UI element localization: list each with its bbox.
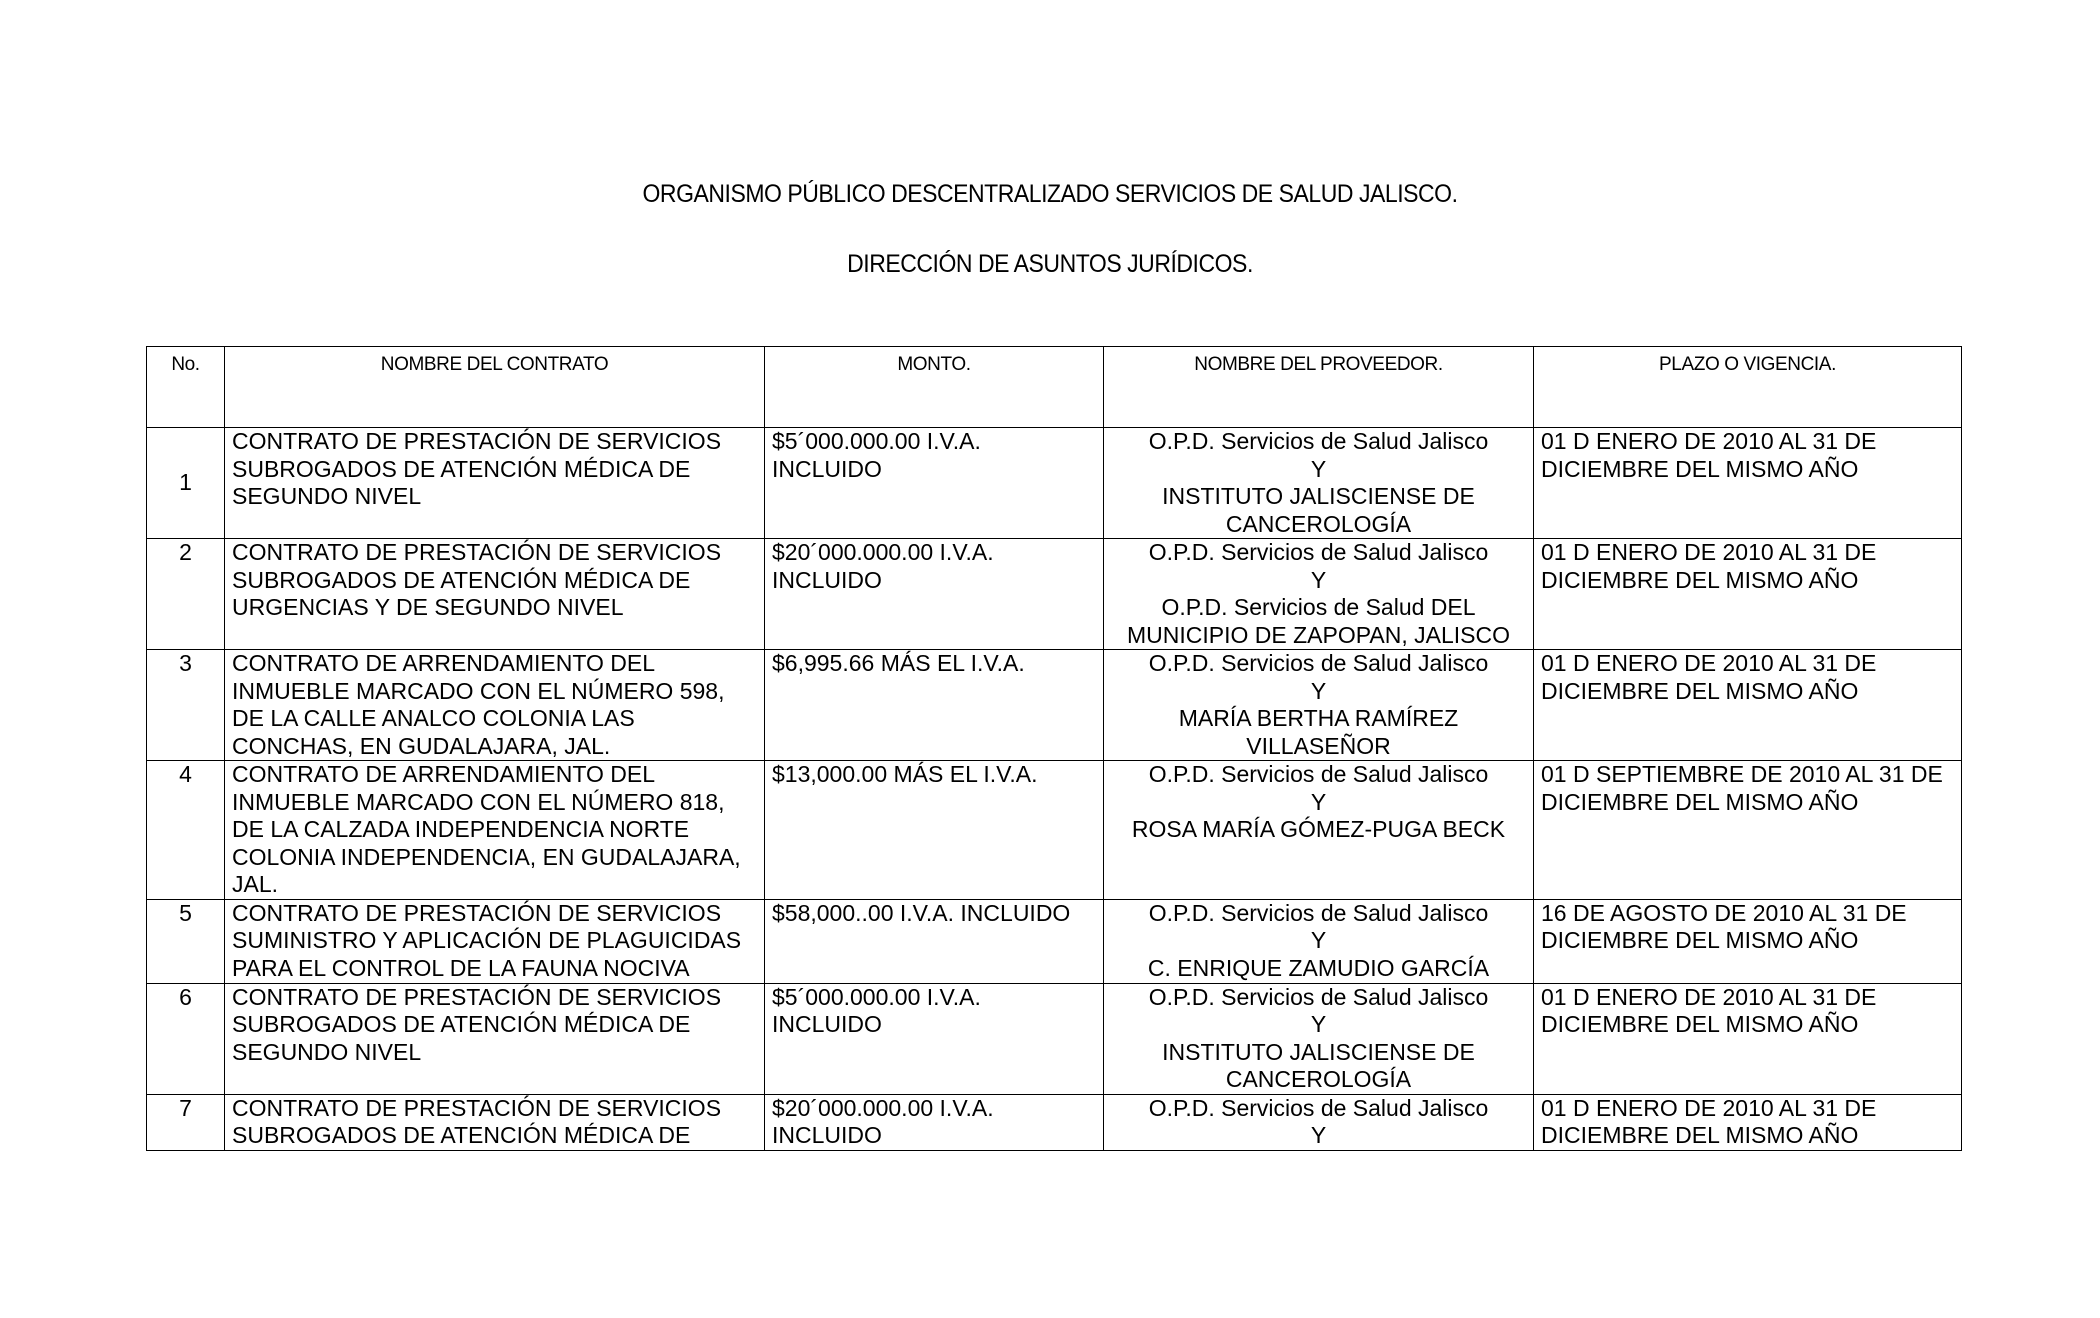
provider-cell [1104,428,1534,539]
contract-name-line: JAL. [232,871,279,897]
provider-line: Y [1310,455,1327,482]
row-number: 6 [147,983,225,1094]
column-header-monto: MONTO. [765,347,1104,428]
provider-cell [1104,983,1534,1094]
contract-name-line: SUBROGADOS DE ATENCIÓN MÉDICA DE [232,1122,691,1148]
amount-line: $58,000..00 I.V.A. INCLUIDO [772,899,1071,926]
amount-line: $13,000.00 MÁS EL I.V.A. [772,761,1038,787]
provider-line: O.P.D. Servicios de Salud Jalisco [1148,650,1489,676]
row-number: 7 [147,1094,225,1150]
term-cell [1534,650,1962,761]
contract-name-line: CONTRATO DE ARRENDAMIENTO DEL [232,761,656,787]
term-line: 01 D ENERO DE 2010 AL 31 DE [1541,983,1877,1010]
term-cell [1534,428,1962,539]
amount-line: $5´000.000.00 I.V.A. [772,983,981,1010]
table-row [147,428,1962,539]
amount-cell [765,983,1104,1094]
contract-name-line: SUMINISTRO Y APLICACIÓN DE PLAGUICIDAS [232,927,742,953]
contract-name-line: CONTRATO DE PRESTACIÓN DE SERVICIOS [232,899,722,926]
amount-cell [765,899,1104,983]
table-header-row [147,347,1962,428]
contract-name-cell [225,539,765,650]
row-number: 4 [147,761,225,900]
provider-line: O.P.D. Servicios de Salud Jalisco [1148,1094,1489,1121]
amount-line: $20´000.000.00 I.V.A. [772,539,994,565]
contract-name-line: DE LA CALZADA INDEPENDENCIA NORTE [232,816,690,842]
contract-name-cell [225,650,765,761]
provider-line: MARÍA BERTHA RAMÍREZ [1178,705,1459,731]
table-row [147,899,1962,983]
table-row [147,983,1962,1094]
provider-cell [1104,1094,1534,1150]
term-cell [1534,899,1962,983]
amount-cell [765,1094,1104,1150]
term-line: 01 D ENERO DE 2010 AL 31 DE [1541,650,1877,676]
contract-name-cell [225,1094,765,1150]
contract-name-line: CONTRATO DE ARRENDAMIENTO DEL [232,650,656,676]
contract-name-line: CONCHAS, EN GUDALAJARA, JAL. [232,732,611,759]
document-title: ORGANISMO PÚBLICO DESCENTRALIZADO SERVICIOS DE SALUD JALISCO. [642,180,1458,208]
table-row [147,761,1962,900]
provider-cell [1104,650,1534,761]
contract-name-cell [225,761,765,900]
amount-line: INCLUIDO [772,1011,882,1037]
column-header-plazo: PLAZO O VIGENCIA. [1534,347,1962,428]
provider-line: Y [1310,1122,1327,1148]
provider-line: O.P.D. Servicios de Salud Jalisco [1148,539,1489,565]
amount-line: $20´000.000.00 I.V.A. [772,1094,994,1121]
contract-name-line: CONTRATO DE PRESTACIÓN DE SERVICIOS [232,1094,722,1121]
term-line: DICIEMBRE DEL MISMO AÑO [1541,1122,1859,1148]
row-number: 3 [147,650,225,761]
contract-name-cell [225,983,765,1094]
contract-name-line: SUBROGADOS DE ATENCIÓN MÉDICA DE [232,566,691,593]
contract-name-cell [225,428,765,539]
provider-line: MUNICIPIO DE ZAPOPAN, JALISCO [1127,621,1510,648]
contract-name-line: DE LA CALLE ANALCO COLONIA LAS [232,705,635,731]
term-line: DICIEMBRE DEL MISMO AÑO [1541,455,1859,482]
term-line: DICIEMBRE DEL MISMO AÑO [1541,677,1859,704]
contract-name-line: CONTRATO DE PRESTACIÓN DE SERVICIOS [232,428,722,454]
contract-name-line: SEGUNDO NIVEL [232,483,422,509]
row-number: 2 [147,539,225,650]
term-line: DICIEMBRE DEL MISMO AÑO [1541,927,1859,953]
provider-cell [1104,761,1534,900]
amount-line: INCLUIDO [772,1122,882,1148]
contract-name-line: SUBROGADOS DE ATENCIÓN MÉDICA DE [232,455,691,482]
provider-line: CANCEROLOGÍA [1225,1066,1412,1092]
term-line: 01 D SEPTIEMBRE DE 2010 AL 31 DE [1541,761,1943,787]
table-row [147,1094,1962,1150]
contract-name-line: CONTRATO DE PRESTACIÓN DE SERVICIOS [232,539,722,565]
provider-line: Y [1310,788,1327,815]
term-line: 01 D ENERO DE 2010 AL 31 DE [1541,1094,1877,1121]
provider-line: O.P.D. Servicios de Salud Jalisco [1148,428,1489,454]
provider-line: ROSA MARÍA GÓMEZ-PUGA BECK [1131,816,1506,842]
amount-line: $5´000.000.00 I.V.A. [772,428,981,454]
term-line: DICIEMBRE DEL MISMO AÑO [1541,788,1859,815]
provider-line: O.P.D. Servicios de Salud DEL [1161,594,1476,620]
contract-name-line: INMUEBLE MARCADO CON EL NÚMERO 818, [232,788,725,815]
provider-line: O.P.D. Servicios de Salud Jalisco [1148,761,1489,787]
amount-line: INCLUIDO [772,455,882,482]
provider-cell [1104,899,1534,983]
contract-name-line: CONTRATO DE PRESTACIÓN DE SERVICIOS [232,983,722,1010]
term-cell [1534,539,1962,650]
contract-name-cell [225,899,765,983]
column-header-no: No. [147,347,225,428]
provider-line: O.P.D. Servicios de Salud Jalisco [1148,983,1489,1010]
provider-line: Y [1310,927,1327,953]
contract-name-line: PARA EL CONTROL DE LA FAUNA NOCIVA [232,954,690,981]
row-number: 1 [147,428,225,539]
amount-cell [765,539,1104,650]
amount-cell [765,650,1104,761]
contract-name-line: SUBROGADOS DE ATENCIÓN MÉDICA DE [232,1011,691,1037]
term-cell [1534,983,1962,1094]
table-row [147,539,1962,650]
column-header-contrato: NOMBRE DEL CONTRATO [225,347,765,428]
provider-line: C. ENRIQUE ZAMUDIO GARCÍA [1147,954,1490,981]
document-subtitle: DIRECCIÓN DE ASUNTOS JURÍDICOS. [847,250,1253,278]
term-line: 01 D ENERO DE 2010 AL 31 DE [1541,539,1877,565]
column-header-proveedor: NOMBRE DEL PROVEEDOR. [1104,347,1534,428]
provider-line: CANCEROLOGÍA [1225,510,1412,537]
term-cell [1534,1094,1962,1150]
contract-name-line: URGENCIAS Y DE SEGUNDO NIVEL [232,594,624,620]
contracts-table [146,346,1962,1151]
provider-line: INSTITUTO JALISCIENSE DE [1162,1038,1475,1065]
contract-name-line: INMUEBLE MARCADO CON EL NÚMERO 598, [232,677,725,704]
term-line: 16 DE AGOSTO DE 2010 AL 31 DE [1541,899,1907,926]
term-line: 01 D ENERO DE 2010 AL 31 DE [1541,428,1877,454]
provider-line: O.P.D. Servicios de Salud Jalisco [1148,899,1489,926]
amount-cell [765,761,1104,900]
amount-line: $6,995.66 MÁS EL I.V.A. [772,650,1025,676]
amount-line: INCLUIDO [772,566,882,593]
table-row [147,650,1962,761]
provider-line: Y [1310,566,1327,593]
provider-cell [1104,539,1534,650]
provider-line: VILLASEÑOR [1246,732,1391,759]
provider-line: Y [1310,677,1327,704]
contract-name-line: COLONIA INDEPENDENCIA, EN GUDALAJARA, [232,843,741,870]
amount-cell [765,428,1104,539]
provider-line: Y [1310,1011,1327,1037]
term-cell [1534,761,1962,900]
provider-line: INSTITUTO JALISCIENSE DE [1162,483,1475,509]
contract-name-line: SEGUNDO NIVEL [232,1038,422,1065]
row-number: 5 [147,899,225,983]
term-line: DICIEMBRE DEL MISMO AÑO [1541,1011,1859,1037]
term-line: DICIEMBRE DEL MISMO AÑO [1541,566,1859,593]
